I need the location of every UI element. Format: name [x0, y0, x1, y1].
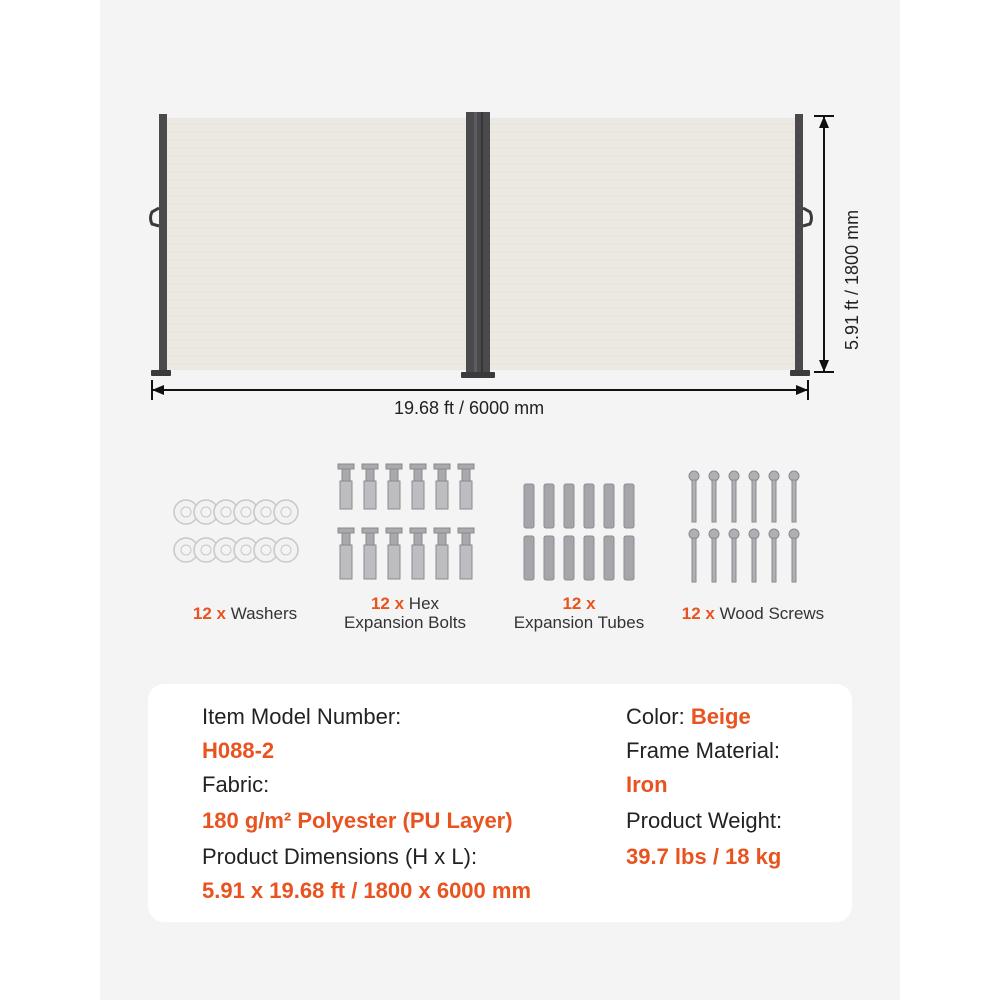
- wood-screw-icon: [684, 470, 814, 590]
- center-cassette: [466, 112, 490, 378]
- weight-label: Product Weight:: [626, 808, 783, 833]
- spec-card: [148, 684, 852, 922]
- right-fabric-panel: [490, 118, 796, 370]
- expansion-tubes-label: 12 x Expansion Tubes: [513, 594, 645, 632]
- wood-screws-label: 12 x Wood Screws: [681, 604, 825, 623]
- hex-bolt-icon: [330, 462, 480, 592]
- color-label: Color:: [626, 704, 685, 729]
- left-handle: [151, 208, 160, 226]
- frame-value: Iron: [626, 772, 668, 797]
- width-dimension-line: [152, 380, 808, 400]
- washers-label: 12 x Washers: [192, 604, 298, 623]
- washer-row-top: [174, 500, 298, 524]
- expansion-tube-icon: [520, 482, 640, 582]
- weight-value: 39.7 lbs / 18 kg: [626, 844, 782, 869]
- washer-row-bottom: [174, 538, 298, 562]
- height-dimension-line: [814, 116, 834, 372]
- model-value: H088-2: [202, 738, 275, 763]
- model-label: Item Model Number:: [202, 704, 402, 729]
- left-fabric-panel: [166, 118, 466, 370]
- fabric-label: Fabric:: [202, 772, 270, 797]
- frame-label: Frame Material:: [626, 738, 781, 763]
- right-handle: [803, 208, 812, 226]
- fabric-value: 180 g/m² Polyester (PU Layer): [202, 808, 513, 833]
- color-value: Beige: [690, 704, 751, 729]
- height-dimension-label: 5.91 ft / 1800 mm: [842, 209, 862, 350]
- right-end-pole: [795, 114, 803, 376]
- width-dimension-label: 19.68 ft / 6000 mm: [394, 398, 545, 418]
- hex-bolts-label: 12 x Hex Expansion Bolts: [344, 594, 466, 632]
- left-end-pole: [159, 114, 167, 376]
- dimensions-value: 5.91 x 19.68 ft / 1800 x 6000 mm: [202, 878, 532, 903]
- washer-icon: [172, 488, 312, 578]
- dimensions-label: Product Dimensions (H x L):: [202, 844, 478, 869]
- color-row: [626, 704, 751, 730]
